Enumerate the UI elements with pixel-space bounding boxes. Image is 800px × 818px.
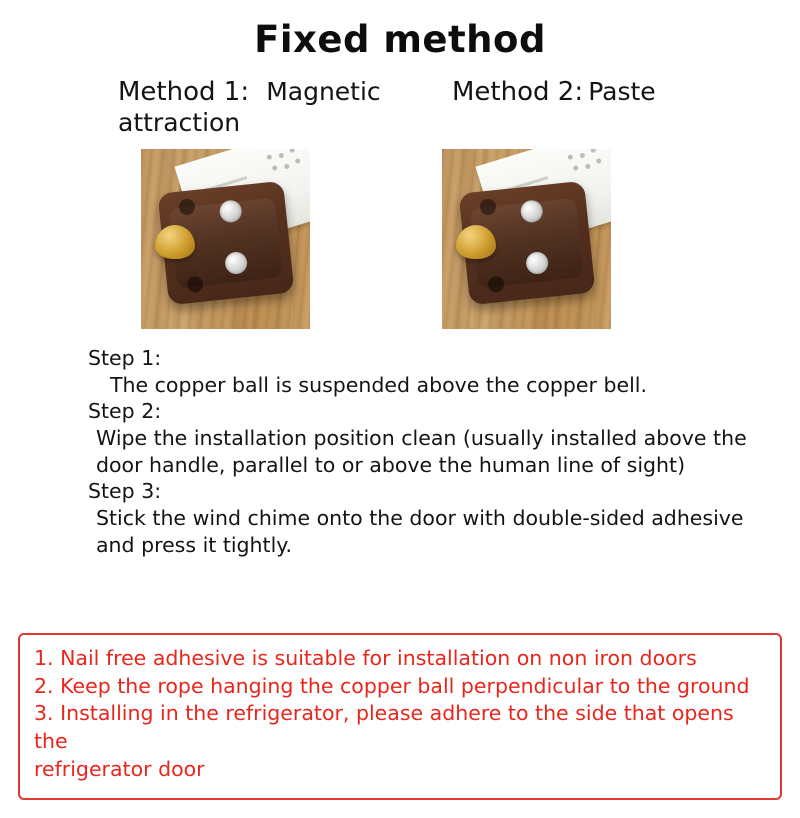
step-1-label: Step 1: xyxy=(88,346,162,371)
note-item-1: 1. Nail free adhesive is suitable for installation on non iron doors xyxy=(34,645,697,670)
step-3-text: Stick the wind chime onto the door with double-sided adhesive and press it tightly. xyxy=(96,506,744,557)
step-2-text: Wipe the installation position clean (usually installed above the door handle, parallel to or above the human line of sight) xyxy=(96,426,747,477)
methods-heading-row xyxy=(0,77,800,137)
method-1-photo xyxy=(141,149,310,329)
note-item-3-continuation: refrigerator door xyxy=(34,757,205,782)
copper-bell xyxy=(456,225,496,259)
chime-hole xyxy=(186,276,204,294)
paper-dots xyxy=(266,149,307,184)
chime-hole xyxy=(487,276,505,294)
note-item-2: 2. Keep the rope hanging the copper ball perpendicular to the ground xyxy=(34,673,750,698)
method-2-label: Method 2: xyxy=(452,77,584,107)
method-2-description: Paste xyxy=(588,77,656,106)
method-1-description: Magnetic attraction xyxy=(118,77,381,137)
step-2-label: Step 2: xyxy=(88,399,162,424)
page-title: Fixed method xyxy=(254,18,546,61)
paper-dots xyxy=(567,149,608,184)
step-1-text: The copper ball is suspended above the copper bell. xyxy=(110,372,648,397)
note-item-3: 3. Installing in the refrigerator, please adhere to the side that opens the xyxy=(34,701,734,754)
method-2-heading-block xyxy=(438,77,772,137)
method-photos-row xyxy=(0,149,800,329)
copper-bell xyxy=(155,225,195,259)
method-2-photo xyxy=(442,149,611,329)
method-1-heading-block xyxy=(118,77,438,137)
step-3-label: Step 3: xyxy=(88,479,162,504)
warning-notes-box xyxy=(18,633,782,800)
fixed-method-instruction-page xyxy=(0,18,800,818)
steps-section xyxy=(0,345,800,558)
method-1-label: Method 1: xyxy=(118,77,250,107)
